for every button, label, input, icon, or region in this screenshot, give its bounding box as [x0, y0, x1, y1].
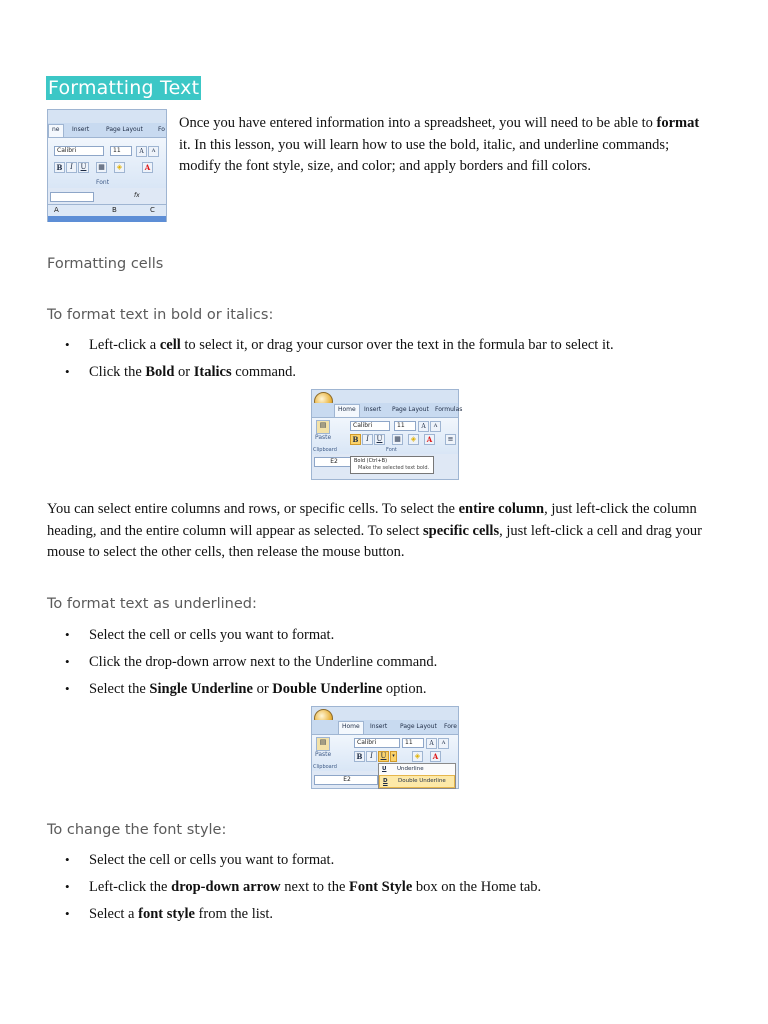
tab-insert: Insert: [364, 406, 382, 413]
list-item: • Click the Bold or Italics command.: [47, 362, 727, 389]
italic-icon: I: [366, 751, 377, 762]
menu-item-double-underline: D Double Underline: [379, 775, 455, 788]
column-header-c: C: [150, 206, 155, 214]
bold-italics-steps: [47, 335, 727, 389]
name-box: E2: [314, 775, 378, 785]
bold-command-screenshot: [311, 389, 463, 480]
shrink-font-icon: A: [438, 738, 449, 749]
selection-paragraph: You can select entire columns and rows, or specific cells. To select the entire column, just left-click the column heading, and the entire column will appear as selected. To select specific cells, just left-click a cell and drag your mouse to select the other cells, then release the mouse button.: [47, 501, 703, 560]
bold-italics-heading: To format text in bold or italics:: [47, 307, 274, 323]
bold-icon: B: [354, 751, 365, 762]
italic-icon: I: [66, 162, 77, 173]
selected-row-band: [48, 216, 166, 222]
fill-color-icon: ◈: [408, 434, 419, 445]
section-heading: Formatting cells: [47, 256, 164, 272]
clipboard-label: Clipboard: [313, 447, 337, 453]
list-item: • Select the cell or cells you want to format.: [47, 625, 727, 652]
font-color-icon: A: [142, 162, 153, 173]
font-name-box: Calibri: [354, 738, 400, 748]
list-item: • Click the drop-down arrow next to the Underline command.: [47, 652, 727, 679]
paste-icon: ▤: [316, 420, 330, 434]
bold-icon: B: [350, 434, 361, 445]
tooltip-title: Bold (Ctrl+B): [354, 458, 388, 464]
quick-access-toolbar: [312, 707, 458, 720]
tab-home: Home: [334, 404, 360, 417]
fx-icon: fx: [134, 192, 140, 199]
column-header-a: A: [54, 206, 59, 214]
underline-steps: [47, 625, 727, 706]
fill-color-icon: ◈: [114, 162, 125, 173]
font-color-icon: A: [424, 434, 435, 445]
list-item: • Select the cell or cells you want to format.: [47, 850, 727, 877]
quick-access-toolbar: [48, 110, 166, 123]
ribbon-font-group-screenshot: [47, 109, 167, 222]
font-style-steps: [47, 850, 727, 931]
shrink-font-icon: A: [148, 146, 159, 157]
tab-formulas: Fore: [444, 723, 457, 730]
column-header-b: B: [112, 206, 117, 214]
shrink-font-icon: A: [430, 421, 441, 432]
ribbon-tabs: [48, 123, 166, 138]
grow-font-icon: A: [418, 421, 429, 432]
intro-bold: format: [656, 115, 700, 131]
paste-label: Paste: [315, 434, 332, 441]
bold-icon: B: [54, 162, 65, 173]
name-box: [50, 192, 94, 202]
font-name-box: Calibri: [54, 146, 104, 156]
borders-icon: ▦: [392, 434, 403, 445]
underline-menu-screenshot: [311, 706, 459, 789]
paste-label: Paste: [315, 751, 332, 758]
underline-menu: [378, 763, 456, 789]
underline-icon: U: [78, 162, 89, 173]
underline-dropdown-arrow-icon: ▾: [390, 751, 397, 762]
underline-heading: To format text as underlined:: [47, 596, 257, 612]
font-group-label: Font: [386, 447, 397, 453]
double-underline-icon: D: [383, 778, 388, 784]
bold-tooltip: [350, 456, 434, 474]
page-title: Formatting Text: [48, 77, 200, 99]
font-group-label: Font: [96, 179, 110, 186]
grow-font-icon: A: [426, 738, 437, 749]
tooltip-body: Make the selected text bold.: [358, 465, 430, 471]
tab-home: ne: [48, 124, 64, 137]
tab-insert: Insert: [370, 723, 388, 730]
underline-icon: U: [374, 434, 385, 445]
tab-insert: Insert: [72, 126, 90, 133]
column-headers: [48, 204, 166, 222]
list-item: • Select a font style from the list.: [47, 904, 727, 931]
quick-access-toolbar: [312, 390, 458, 403]
align-icon: ≡: [445, 434, 456, 445]
font-size-box: 11: [110, 146, 132, 156]
intro-text-1: Once you have entered information into a spreadsheet, you will need to be able to: [179, 115, 657, 131]
grow-font-icon: A: [136, 146, 147, 157]
list-item: • Left-click the drop-down arrow next to the Font Style box on the Home tab.: [47, 877, 727, 904]
font-size-box: 11: [394, 421, 416, 431]
underline-icon: U: [382, 766, 387, 772]
font-color-icon: A: [430, 751, 441, 762]
underline-icon: U: [378, 751, 389, 762]
font-style-heading: To change the font style:: [47, 822, 227, 838]
font-name-box: Calibri: [350, 421, 390, 431]
list-item: • Left-click a cell to select it, or drag your cursor over the text in the formula bar to select it.: [47, 335, 727, 362]
ribbon-tabs: [312, 720, 458, 735]
tab-page-layout: Page Layout: [106, 126, 143, 133]
tab-page-layout: Page Layout: [392, 406, 429, 413]
font-size-box: 11: [402, 738, 424, 748]
tab-formulas: Fo: [158, 126, 165, 133]
italic-icon: I: [362, 434, 373, 445]
name-box: E2: [314, 457, 352, 467]
menu-item-underline: U Underline: [379, 764, 455, 775]
clipboard-label: Clipboard: [313, 764, 337, 770]
intro-text-2: it. In this lesson, you will learn how to use the bold, italic, and underline commands; modify the font style, size, and color; and apply borders and fill colors.: [179, 136, 670, 174]
intro-paragraph: [179, 113, 709, 178]
list-item: • Select the Single Underline or Double Underline option.: [47, 679, 727, 706]
ribbon-body: [312, 418, 458, 454]
tab-home: Home: [338, 721, 364, 734]
borders-icon: ▦: [96, 162, 107, 173]
fill-color-icon: ◈: [412, 751, 423, 762]
tab-page-layout: Page Layout: [400, 723, 437, 730]
tab-formulas: Formulas: [435, 406, 463, 413]
ribbon-body: [48, 138, 166, 188]
paste-icon: ▤: [316, 737, 330, 751]
ribbon-tabs: [312, 403, 463, 418]
